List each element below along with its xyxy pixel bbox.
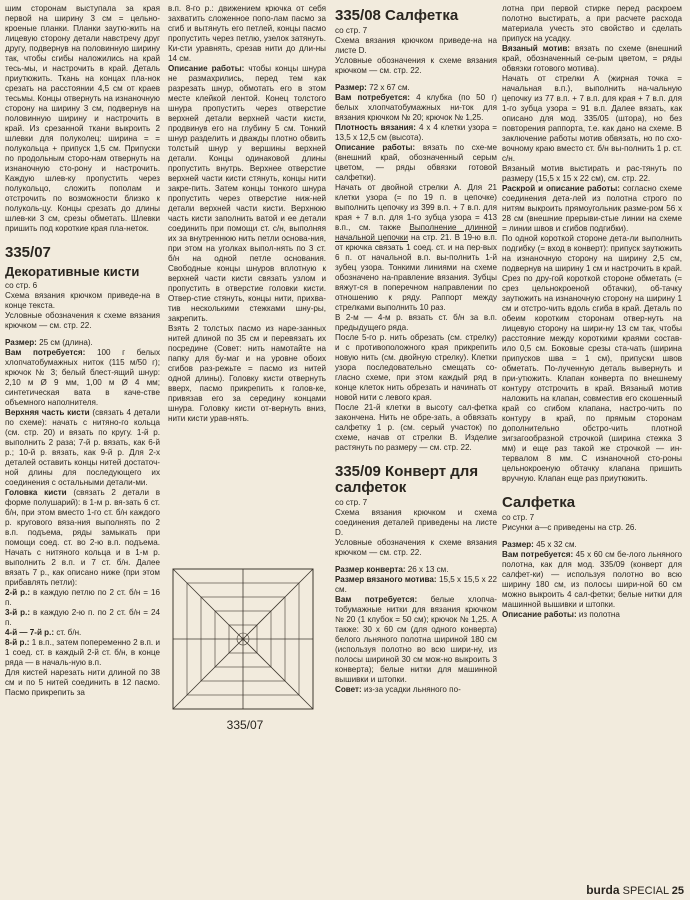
size-info: Размер: 25 см (длина).: [5, 338, 93, 347]
materials-info: Вам потребуется: 100 г белых хлопчатобумажных ниток (115 м/50 г); крючок № 3; белый блест-ящий шнур: 2,10 м Ø 9 мм, 1,00 м Ø 4 мм; синтетическая вата в каче-стве объемного наполнителя.: [5, 348, 160, 407]
paragraph: В 2-м — 4-м р. вязать ст. б/н за в.п. предыдущего ряда.: [335, 313, 497, 332]
cutting-info: Раскрой и описание работы: согласно схеме соединения дета-лей из полотна строго по нитям выкроить прямоугольник разме-ром 56 x 28 см (внешние прерыви-стые линии на схеме = линии швов и сгибов подгибки).: [502, 184, 683, 233]
paragraph: Для кистей нарезать нити длиной по 38 см и по 5 нитей соединить в 12 пасмо. Пасмо прикрепить за: [5, 668, 160, 697]
page-reference: со стр. 7: [335, 498, 368, 507]
figures-note: Рисунки а—с приведены на стр. 26.: [502, 523, 637, 532]
paragraph: Вязаный мотив выстирать и рас-тянуть по размеру (15,5 x 15 x 22 см), см. стр. 22.: [502, 164, 682, 183]
symbols-note: Условные обозначения к схеме вязания крючком — см. стр. 22.: [335, 538, 497, 557]
paragraph: По одной короткой стороне дета-ли выполнить подгибку (= вход в конверт): припуск заутюжить на изнаночную сторону на ширину 2,5 см, подвернув на ширину 1 см и настрочить в край. Срез по дру-гой короткой стороне обметать (= срез цельнокроеной обтачки), об-тачку заутюжить на изнаночную сторону на ширину 1 см и отстро-чить вдоль сгиба в край. Деталь по обеим коротким сторонам отвер-нуть на лицевую сторону на шири-ну 13 см так, чтобы расстояние между короткими краями состав-ило 0,5 см. Боковые срезы ста-чать (ширина припусков шва = 1 см), припуски швов обметать. По-лученную деталь вывернуть и при-утюжить. Клапан конверта по внешнему контуру отстрочить в край. Вязаный мотив наложить на клапан, совместив его скошенный край со сгибом клапана, настро-чить по контуру в край, по прямым сторонам дополнительно обстро-чить плотной зигзагообразной строчкой (ширина стежка 3 мм) и еще раз такой же строчкой — ин-тервалом 8 мм. С изнаночной сто-роны цельнокроеную обтачку клапана пришить вручную. Клапан еще раз приутюжить.: [502, 234, 682, 483]
top-part-info: Верхняя часть кисти (связать 4 детали по схеме): начать с нитяно-го кольца (см. стр. 20) и вязать по кругу. 1-й р. выполнить 2 раза; 7-й р. вязать, как 6-й р.; 10-й р. вязать, как 9-й р. Для 2-х деталей оставить концы нитей достаточ-ной длины для последующего их соединения с остальными детали-ми.: [5, 408, 161, 487]
paragraph: Начать от стрелки А (жирная точка = начальная в.п.), выполнить на-чальную цепочку из 77 в.п. + 7 в.п. для края + 7 в.п. для 1-го зубца узора = 91 в.п. Далее вязать, как описано для мод. 335/05 (штора), но без повторения раппорта, т.е. как дано на схеме. В заключение работы мотив обвязать, но по схо-вочному краю вместо ст. б/н вы-полнить 1 р. ст. с/н.: [502, 74, 682, 163]
row-8: 8-й р.: 1 в.п., затем попеременно 2 в.п. и 1 соед. ст. в каждый 2-й ст. б/н, в конце ряда — в началь-ную в.п.: [5, 638, 161, 667]
scheme-note: Схема вязания крючком приведе-на в конце текста.: [5, 291, 160, 310]
crochet-chart-graphic: [167, 565, 323, 735]
envelope-size: Размер конверта: 26 x 13 см.: [335, 565, 449, 574]
page-reference: со стр. 6: [5, 281, 38, 290]
crochet-diagram: [167, 565, 323, 870]
column-4: [502, 4, 682, 620]
section-subtitle: Декоративные кисти: [5, 264, 140, 279]
paragraph: Начать от двойной стрелки А. Для 21 клетки узора (= по 19 п. в цепочке) выполнить цепочку из 399 в.п. + 7 в.п. для края + 7 в.п. для 1-го зубца узора = 413 в.п., см. также Выполнение длинной начальной цепочки на стр. 21. В 19-ю в.п. от крючка связать 1 соед. ст. и на пер-вых 6 п. от начальной в.п. вы-полнить 1-й зубец узора. Тонкими линиями на схеме обозначено на-правление вязания. Зубцы вяжут-ся в поперечном направлении по отношению к ряду. Раппорт между стрелками выполнить 10 раз.: [335, 183, 497, 312]
column-1: [5, 4, 160, 698]
paragraph: После 21-й клетки в высоту сал-фетка закончена. Нить не обре-зать, а обвязать салфетку 1 р. (см. серый участок) по схеме, начав от стрелки В. Изделие растянуть по размеру — см. стр. 22.: [335, 403, 497, 452]
paragraph: шим сторонам выступала за края первой на ширину 3 см = цельно-кроеные планки. Планки заутю-жить на лицевую сторону детали навстречу друг другу, подвернув на половинную ширину так, чтобы сгибы наложились на край тесь-мы, и настрочить в край. Деталь приутюжить. Ткань на концах пла-нок срезать на расстоянии 4,5 см от краев тесьмы. Концы отвернуть на изнаночную сторону на ширину 3 см, подвернув на половинную ширину и настрочить в край. Из срезанной ткани выкроить 2 шлевки для полуколец: ширина = = полукольца + припуск 1,5 см. Припуски по продольным сторо-нам отвернуть на изнаночную сто-рону и настрочить. Каждую шлев-ку пропустить через полукольцо, сложить пополам и отстрочить по возможности близко к полуколь-цу. Концы срезать до длины шлев-ки 3 см, срезы обметать. Шлевки пришить под короткие края пла-неток.: [5, 4, 160, 233]
paragraph: Взять 2 толстых пасмо из наре-занных нитей длиной по 35 см и перевязать их посредине (Совет: нить намотайте на папку для бу-маг и на уровне обоих сгибов раз-режьте = пасмо из нитей одной длины). Головку кисти отвернуть вверх, пасмо прикрепить к голов-ке, привязав его за середину концами шнура. Головку кисти от-вернуть вниз, нити кисти урав-нять.: [168, 324, 326, 423]
head-info: Головка кисти (связать 2 детали в форме полушарий): в 1-м р. вя-зать 6 ст. б/н, при этом вместо 1-го ст. б/н каждого р. кругового вяза-ния выполнять по 2 в.п. подъема, ряды замыкать при помощи соед. ст. во 2-ю в.п. подъема. Начать с нитяного кольца и в 1-м р. выполнить 2 в.п. и 7 ст. б/н. Далее вязать 7 р., как описано ниже (при этом прибавлять петли):: [5, 488, 161, 587]
motif-size: Размер вязаного мотива: 15,5 x 15,5 x 22 см.: [335, 575, 497, 594]
row-3: 3-й р.: в каждую 2-ю п. по 2 ст. б/н = 24 п.: [5, 608, 160, 627]
description-info: Описание работы: вязать по схе-ме (внешний край, обозначенный серым цветом, — ряды обвязки готовой салфетки).: [335, 143, 498, 182]
section-title: 335/09 Конверт для салфеток: [335, 463, 479, 496]
paragraph: После 5-го р. нить обрезать (см. стрелку) и с противоположного края прикрепить новую нить (см. двойную стрелку). Клетки узора последовательно смещать со-гласно схеме, при этом каждый ряд в конце клеток нить обрезать и начинать от новой нити с левого края.: [335, 333, 497, 402]
work-info: Описание работы: из полотна: [502, 610, 620, 619]
diagram-caption: 335/07: [226, 718, 264, 732]
section-title: Салфетка: [502, 494, 576, 511]
symbols-note: Условные обозначения к схеме вязания крючком — см. стр. 22.: [5, 311, 160, 330]
column-2: [168, 4, 326, 424]
section-title: 335/08 Салфетка: [335, 7, 459, 24]
paragraph: лотна при первой стирке перед раскроем полотно выстирать, а при расчете расхода материала учесть это свойство и сделать припуск на усадку.: [502, 4, 682, 43]
row-2: 2-й р.: в каждую петлю по 2 ст. б/н = 16 п.: [5, 588, 160, 607]
page-reference: со стр. 7: [502, 513, 535, 522]
materials-info: Вам потребуется: белые хлопча-тобумажные нитки для вязания крючком № 20 (1 клубок = 50 см); крючок № 1,25. А также: 30 x 60 см (для одного конверта) белого льняного полотна шириной 180 см (используя полотно во всю шири-ну, из полосы шириной 30 см мож-но выкроить 3 конверта); белые нитки для машинной вышивки и штопки.: [335, 595, 497, 684]
materials-info: Вам потребуется: 4 клубка (по 50 г) белых хлопчатобумажных ни-ток для вязания крючком № 20; крючок № 1,25.: [335, 93, 497, 122]
scheme-note: Схема вязания крючком приведе-на на листе D.: [335, 36, 497, 55]
page-number: 25: [671, 885, 684, 897]
size-info: Размер: 45 x 32 см.: [502, 540, 577, 549]
motif-info: Вязаный мотив: вязать по схеме (внешний край, обозначенный се-рым цветом, = ряды обвязки готового мотива).: [502, 44, 682, 73]
brand-edition: SPECIAL: [622, 885, 669, 897]
assembly-info: Описание работы: чтобы концы шнура не размахрились, перед тем как разрезать шнур, обмотать его в этом месте клейкой лентой. Конец толстого шнура пропустить через отверстие верхней детали верхней части кисти, продвинув его на глубину 5 см. Тонкий шнур разделить и дважды плотно обвить толстый шнур у вершины верхней детали. Концы одинаковой длины пропустить внутрь. Верхнее отверстие верхней части кисти стянуть, концы нити закре-пить. Затем концы тонкого шнура пропустить через отверстие ниж-ней детали верхней части кисти. Верхнюю часть кисти заполнить ватой и ее детали соединить при помощи ст. с/н, выполняя их за внутреннюю нить петли основа-ния, при этом на уголках выпол-нять по 3 ст. б/н на одной петле основания. Свободные концы шнуров вплотную к верхней части кисти связать узлом и пропустить в отверстие головки кисти. Отвер-стие стянуть, концы нити, прихва-тив несколькими стежками шну-ры, закрепить.: [168, 64, 327, 323]
symbols-note: Условные обозначения к схеме вязания крючком — см. стр. 22.: [335, 56, 497, 75]
page-footer: [586, 883, 684, 897]
page-reference: со стр. 7: [335, 26, 368, 35]
section-title: 335/07: [5, 244, 51, 261]
row-4-7: 4-й — 7-й р.: ст. б/н.: [5, 628, 82, 637]
size-info: Размер: 72 x 67 см.: [335, 83, 410, 92]
scheme-note: Схема вязания крючком и схема соединения деталей приведены на листе D.: [335, 508, 497, 537]
paragraph: в.п. 8-го р.: движением крючка от себя захватить сложенное попо-лам пасмо за сгиб и вытянуть его петлей, концы пасмо пропустить через петлю, узелок затянуть. Ки-сти уравнять, срезав нити до дли-ны 14 см.: [168, 4, 326, 63]
brand-logo: burda: [586, 883, 620, 897]
materials-info: Вам потребуется: 45 x 60 см бе-лого льняного полотна, как для мод. 335/09 (конверт для салфет-ки) — используя полотно во всю ширину 180 см, из полосы шири-ной 60 см можно выкроить 4 сал-фетки; белые нитки для машинной вышивки и штопки.: [502, 550, 682, 609]
tip-info: Совет: из-за усадки льняного по-: [335, 685, 461, 694]
density-info: Плотность вязания: 4 x 4 клетки узора = 13,5 x 12,5 см (высота).: [335, 123, 498, 142]
column-3: [335, 4, 497, 695]
